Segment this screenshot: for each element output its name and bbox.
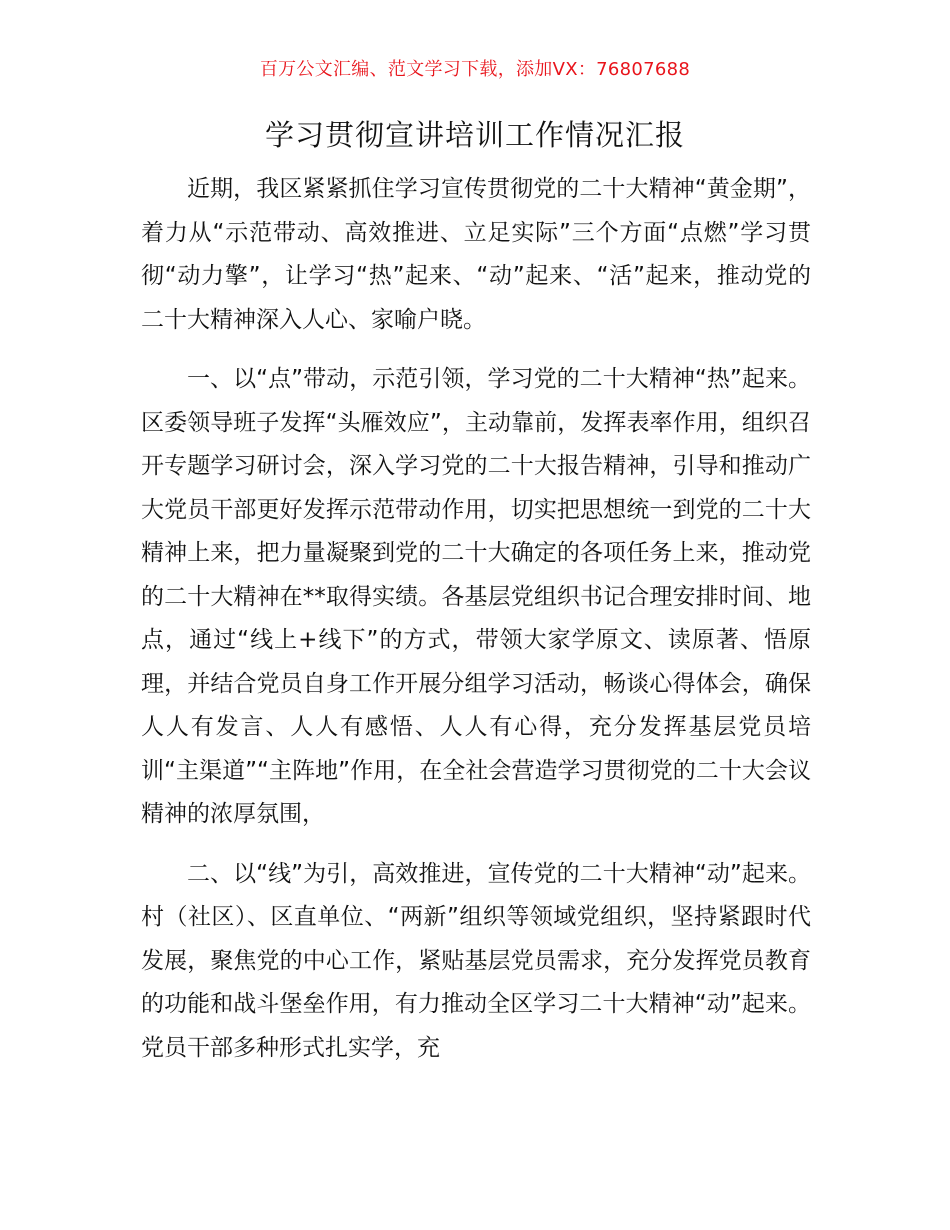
page-title: 学习贯彻宣讲培训工作情况汇报 [264,118,685,152]
watermark-banner: 百万公文汇编、范文学习下载，添加VX：76807688 [259,59,691,80]
document-body [141,168,811,1086]
intro-paragraph: 近期，我区紧紧抓住学习宣传贯彻党的二十大精神“黄金期”，着力从“示范带动、高效推进、立足实际”三个方面“点燃”学习贯彻“动力擎”，让学习“热”起来、“动”起来、“活”起来，推动党的二十大精神深入人心、家喻户晓。 [141,176,811,333]
section-one-paragraph: 一、以“点”带动，示范引领，学习党的二十大精神“热”起来。区委领导班子发挥“头雁效应”，主动靠前，发挥表率作用，组织召开专题学习研讨会，深入学习党的二十大报告精神，引导和推动广大党员干部更好发挥示范带动作用，切实把思想统一到党的二十大精神上来，把力量凝聚到党的二十大确定的各项任务上来，推动党的二十大精神在**取得实绩。各基层党组织书记合理安排时间、地点，通过“线上+线下”的方式，带领大家学原文、读原著、悟原理，并结合党员自身工作开展分组学习活动，畅谈心得体会，确保人人有发言、人人有感悟、人人有心得，充分发挥基层党员培训“主渠道”“主阵地”作用，在全社会营造学习贯彻党的二十大会议精神的浓厚氛围， [141,366,811,827]
section-two-paragraph: 二、以“线”为引，高效推进，宣传党的二十大精神“动”起来。村（社区）、区直单位、“两新”组织等领域党组织，坚持紧跟时代发展，聚焦党的中心工作，紧贴基层党员需求，充分发挥党员教育的功能和战斗堡垒作用，有力推动全区学习二十大精神“动”起来。党员干部多种形式扎实学，充 [141,860,811,1061]
